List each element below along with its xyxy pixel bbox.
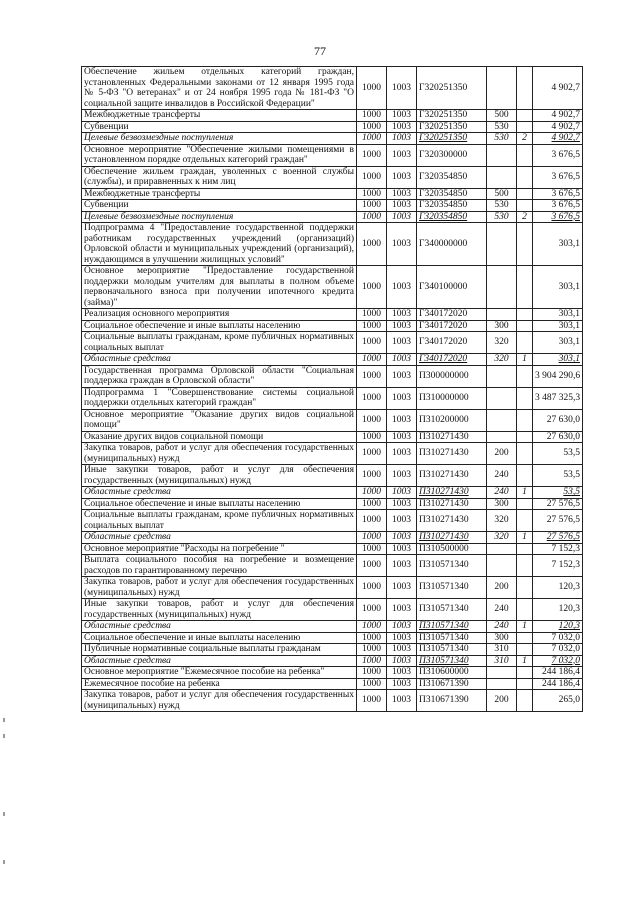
table-row [82,510,583,532]
row-name-cell: Основное мероприятие "Предоставление государственной поддержки молодым учителям для выплаты в полном объеме первоначального взноса при получении ипотечного кредита (займа)" [82,266,357,309]
row-name-cell: Публичные нормативные социальные выплаты гражданам [82,644,357,656]
row-name-cell: Межбюджетные трансферты [82,110,357,122]
row-name-cell: Социальные выплаты гражданам, кроме публичных нормативных социальных выплат [82,510,357,532]
row-name-cell: Социальное обеспечение и иные выплаты населению [82,320,357,332]
row-amount-cell: 27 576,5 [533,532,583,544]
row-expense-type-cell: 240 [487,621,517,633]
row-section-cell: 1000 [357,577,387,599]
row-amount-cell: 27 630,0 [533,431,583,443]
row-subsection-cell: 1003 [387,555,417,577]
row-target-code-cell: Г320354850 [417,188,487,200]
row-subsection-cell: 1003 [387,599,417,621]
row-expense-type-cell: 530 [487,133,517,145]
row-amount-cell: 27 576,5 [533,498,583,510]
table-row [82,555,583,577]
row-subsection-cell: 1003 [387,690,417,712]
table-row [82,332,583,354]
row-source-cell [517,223,533,266]
row-source-cell: 1 [517,655,533,667]
row-source-cell [517,510,533,532]
row-amount-cell: 4 902,7 [533,121,583,133]
row-section-cell: 1000 [357,223,387,266]
row-name-cell: Иные закупки товаров, работ и услуг для обеспечения государственных (муниципальных) нужд [82,599,357,621]
table-row [82,632,583,644]
table-row [82,200,583,212]
row-subsection-cell: 1003 [387,144,417,166]
table-row [82,599,583,621]
row-name-cell: Подпрограмма 1 "Совершенствование системы социальной поддержки отдельных категорий граждан" [82,387,357,409]
row-subsection-cell: 1003 [387,443,417,465]
row-target-code-cell: П310671390 [417,678,487,690]
row-section-cell: 1000 [357,266,387,309]
row-section-cell: 1000 [357,188,387,200]
row-name-cell: Областные средства [82,532,357,544]
row-section-cell: 1000 [357,166,387,188]
table-row [82,621,583,633]
row-target-code-cell: П310571340 [417,555,487,577]
row-target-code-cell: П310571340 [417,632,487,644]
margin-mark [3,734,5,738]
row-amount-cell: 303,1 [533,266,583,309]
row-source-cell: 2 [517,211,533,223]
row-expense-type-cell [487,166,517,188]
row-subsection-cell: 1003 [387,667,417,679]
page-number: 77 [314,44,326,58]
margin-mark [3,860,5,864]
row-expense-type-cell: 200 [487,690,517,712]
row-name-cell: Социальное обеспечение и иные выплаты населению [82,632,357,644]
row-name-cell: Социальные выплаты гражданам, кроме публичных нормативных социальных выплат [82,332,357,354]
row-target-code-cell: П310571340 [417,599,487,621]
row-source-cell [517,543,533,555]
row-name-cell: Государственная программа Орловской области "Социальная поддержка граждан в Орловской области" [82,365,357,387]
row-section-cell: 1000 [357,431,387,443]
row-amount-cell: 3 676,5 [533,144,583,166]
row-subsection-cell: 1003 [387,223,417,266]
row-section-cell: 1000 [357,133,387,145]
row-name-cell: Выплата социального пособия на погребение и возмещение расходов по гарантированному перечню [82,555,357,577]
row-expense-type-cell [487,409,517,431]
row-name-cell: Основное мероприятие "Оказание других видов социальной помощи" [82,409,357,431]
budget-table-body [82,67,583,712]
row-name-cell: Социальное обеспечение и иные выплаты населению [82,498,357,510]
row-section-cell: 1000 [357,498,387,510]
row-section-cell: 1000 [357,532,387,544]
row-source-cell [517,599,533,621]
row-source-cell [517,67,533,110]
row-section-cell: 1000 [357,655,387,667]
row-section-cell: 1000 [357,487,387,499]
row-expense-type-cell [487,387,517,409]
row-target-code-cell: Г320354850 [417,200,487,212]
row-subsection-cell: 1003 [387,320,417,332]
row-source-cell: 1 [517,354,533,366]
row-expense-type-cell: 500 [487,110,517,122]
table-row [82,223,583,266]
row-source-cell: 1 [517,621,533,633]
row-amount-cell: 3 676,5 [533,200,583,212]
row-expense-type-cell [487,555,517,577]
row-expense-type-cell: 240 [487,465,517,487]
row-target-code-cell: Г320300000 [417,144,487,166]
row-amount-cell: 3 676,5 [533,188,583,200]
row-section-cell: 1000 [357,555,387,577]
row-target-code-cell: Г340172020 [417,320,487,332]
row-section-cell: 1000 [357,632,387,644]
row-amount-cell: 303,1 [533,223,583,266]
row-source-cell [517,365,533,387]
row-expense-type-cell: 310 [487,644,517,656]
table-row [82,498,583,510]
row-source-cell [517,144,533,166]
row-source-cell [517,644,533,656]
row-section-cell: 1000 [357,354,387,366]
table-row [82,655,583,667]
row-amount-cell: 303,1 [533,332,583,354]
row-subsection-cell: 1003 [387,431,417,443]
table-row [82,211,583,223]
row-target-code-cell: Г320354850 [417,211,487,223]
row-amount-cell: 7 152,3 [533,543,583,555]
row-expense-type-cell [487,309,517,321]
table-row [82,67,583,110]
row-name-cell: Обеспечение жильем отдельных категорий граждан, установленных Федеральными законами от 12 января 1995 года № 5-ФЗ "О ветеранах" и от 24 ноября 1995 года № 181-ФЗ "О социальной защите инвалидов в Российской Федерации" [82,67,357,110]
row-target-code-cell: П310271430 [417,510,487,532]
row-subsection-cell: 1003 [387,487,417,499]
row-subsection-cell: 1003 [387,532,417,544]
row-section-cell: 1000 [357,309,387,321]
row-section-cell: 1000 [357,211,387,223]
row-subsection-cell: 1003 [387,110,417,122]
row-name-cell: Подпрограмма 4 "Предоставление государственной поддержки работникам государственных учреждений (организаций) Орловской области и муниципальных учреждений (организаций), нуждающимся в улучшении жилищных условий" [82,223,357,266]
table-row [82,532,583,544]
row-amount-cell: 27 576,5 [533,510,583,532]
row-amount-cell: 4 902,7 [533,67,583,110]
row-expense-type-cell: 530 [487,200,517,212]
row-expense-type-cell [487,144,517,166]
table-row [82,543,583,555]
table-row [82,133,583,145]
row-target-code-cell: П310500000 [417,543,487,555]
row-source-cell [517,121,533,133]
row-name-cell: Закупка товаров, работ и услуг для обеспечения государственных (муниципальных) нужд [82,577,357,599]
row-section-cell: 1000 [357,121,387,133]
row-section-cell: 1000 [357,443,387,465]
row-source-cell [517,431,533,443]
row-expense-type-cell: 530 [487,121,517,133]
row-amount-cell: 303,1 [533,320,583,332]
table-row [82,121,583,133]
row-subsection-cell: 1003 [387,644,417,656]
row-target-code-cell: П310571340 [417,621,487,633]
row-target-code-cell: Г340172020 [417,332,487,354]
row-section-cell: 1000 [357,543,387,555]
row-expense-type-cell: 320 [487,532,517,544]
row-subsection-cell: 1003 [387,465,417,487]
row-target-code-cell: П310000000 [417,387,487,409]
row-target-code-cell: Г320251350 [417,133,487,145]
row-source-cell [517,309,533,321]
row-section-cell: 1000 [357,67,387,110]
table-row [82,166,583,188]
row-subsection-cell: 1003 [387,387,417,409]
row-expense-type-cell: 240 [487,599,517,621]
row-subsection-cell: 1003 [387,365,417,387]
row-amount-cell: 3 676,5 [533,166,583,188]
row-name-cell: Основное мероприятие "Расходы на погребение " [82,543,357,555]
row-amount-cell: 3 904 290,6 [533,365,583,387]
row-target-code-cell: П310271430 [417,431,487,443]
row-target-code-cell: П310671390 [417,690,487,712]
row-name-cell: Субвенции [82,200,357,212]
row-target-code-cell: Г340172020 [417,309,487,321]
row-section-cell: 1000 [357,320,387,332]
row-amount-cell: 265,0 [533,690,583,712]
table-row [82,431,583,443]
row-amount-cell: 303,1 [533,354,583,366]
row-target-code-cell: П310200000 [417,409,487,431]
row-expense-type-cell [487,678,517,690]
row-expense-type-cell: 530 [487,211,517,223]
table-row [82,144,583,166]
row-source-cell: 1 [517,532,533,544]
row-source-cell [517,332,533,354]
row-source-cell [517,498,533,510]
row-subsection-cell: 1003 [387,577,417,599]
row-source-cell [517,465,533,487]
table-row [82,465,583,487]
row-expense-type-cell: 310 [487,655,517,667]
row-subsection-cell: 1003 [387,266,417,309]
row-source-cell [517,409,533,431]
row-expense-type-cell: 200 [487,577,517,599]
row-subsection-cell: 1003 [387,332,417,354]
row-section-cell: 1000 [357,510,387,532]
row-target-code-cell: Г320354850 [417,166,487,188]
row-section-cell: 1000 [357,678,387,690]
row-name-cell: Областные средства [82,487,357,499]
row-name-cell: Целевые безвозмездные поступления [82,211,357,223]
row-expense-type-cell: 300 [487,498,517,510]
row-source-cell [517,188,533,200]
row-name-cell: Областные средства [82,655,357,667]
row-subsection-cell: 1003 [387,166,417,188]
row-subsection-cell: 1003 [387,200,417,212]
table-row [82,487,583,499]
row-amount-cell: 120,3 [533,621,583,633]
row-subsection-cell: 1003 [387,188,417,200]
row-source-cell [517,678,533,690]
row-target-code-cell: Г320251350 [417,110,487,122]
row-name-cell: Целевые безвозмездные поступления [82,133,357,145]
table-row [82,365,583,387]
row-subsection-cell: 1003 [387,409,417,431]
row-name-cell: Закупка товаров, работ и услуг для обеспечения государственных (муниципальных) нужд [82,690,357,712]
row-amount-cell: 120,3 [533,577,583,599]
row-target-code-cell: П310271430 [417,487,487,499]
row-expense-type-cell: 300 [487,320,517,332]
row-section-cell: 1000 [357,387,387,409]
row-source-cell [517,443,533,465]
row-expense-type-cell [487,365,517,387]
row-subsection-cell: 1003 [387,309,417,321]
table-row [82,667,583,679]
row-section-cell: 1000 [357,465,387,487]
row-subsection-cell: 1003 [387,121,417,133]
row-subsection-cell: 1003 [387,498,417,510]
row-amount-cell: 7 152,3 [533,555,583,577]
row-expense-type-cell: 200 [487,443,517,465]
row-name-cell: Закупка товаров, работ и услуг для обеспечения государственных (муниципальных) нужд [82,443,357,465]
budget-table [81,66,583,712]
table-row [82,354,583,366]
row-source-cell [517,200,533,212]
row-subsection-cell: 1003 [387,67,417,110]
row-subsection-cell: 1003 [387,621,417,633]
row-section-cell: 1000 [357,667,387,679]
row-source-cell [517,577,533,599]
row-source-cell: 1 [517,487,533,499]
table-row [82,577,583,599]
row-target-code-cell: П310271430 [417,532,487,544]
table-row [82,188,583,200]
row-expense-type-cell [487,431,517,443]
row-name-cell: Оказание других видов социальной помощи [82,431,357,443]
row-amount-cell: 4 902,7 [533,133,583,145]
row-section-cell: 1000 [357,599,387,621]
row-source-cell [517,387,533,409]
row-amount-cell: 3 676,5 [533,211,583,223]
row-name-cell: Основное мероприятие "Обеспечение жилыми помещениями в установленном порядке отдельных категорий граждан" [82,144,357,166]
row-section-cell: 1000 [357,409,387,431]
row-source-cell [517,667,533,679]
row-target-code-cell: П310571340 [417,577,487,599]
row-source-cell [517,632,533,644]
row-subsection-cell: 1003 [387,632,417,644]
row-expense-type-cell: 320 [487,354,517,366]
table-row [82,678,583,690]
row-expense-type-cell: 300 [487,632,517,644]
row-target-code-cell: Г340100000 [417,266,487,309]
row-name-cell: Реализация основного мероприятия [82,309,357,321]
row-name-cell: Субвенции [82,121,357,133]
table-row [82,110,583,122]
row-expense-type-cell: 500 [487,188,517,200]
row-target-code-cell: Г320251350 [417,121,487,133]
table-row [82,320,583,332]
margin-mark [3,812,5,816]
row-expense-type-cell [487,223,517,266]
row-expense-type-cell [487,266,517,309]
row-amount-cell: 7 032,0 [533,632,583,644]
row-expense-type-cell [487,67,517,110]
row-amount-cell: 120,3 [533,599,583,621]
row-section-cell: 1000 [357,690,387,712]
row-target-code-cell: Г320251350 [417,67,487,110]
row-subsection-cell: 1003 [387,133,417,145]
row-source-cell [517,266,533,309]
row-amount-cell: 4 902,7 [533,110,583,122]
table-row [82,409,583,431]
row-target-code-cell: П300000000 [417,365,487,387]
row-subsection-cell: 1003 [387,211,417,223]
row-target-code-cell: Г340172020 [417,354,487,366]
row-amount-cell: 53,5 [533,443,583,465]
row-amount-cell: 244 186,4 [533,667,583,679]
row-section-cell: 1000 [357,110,387,122]
row-expense-type-cell: 320 [487,332,517,354]
row-source-cell [517,110,533,122]
row-name-cell: Ежемесячное пособие на ребенка [82,678,357,690]
row-source-cell [517,555,533,577]
row-section-cell: 1000 [357,365,387,387]
table-row [82,690,583,712]
row-amount-cell: 53,5 [533,465,583,487]
row-name-cell: Областные средства [82,354,357,366]
row-expense-type-cell: 320 [487,510,517,532]
row-target-code-cell: П310271430 [417,498,487,510]
row-amount-cell: 7 032,0 [533,644,583,656]
row-amount-cell: 27 630,0 [533,409,583,431]
row-section-cell: 1000 [357,144,387,166]
row-section-cell: 1000 [357,644,387,656]
row-target-code-cell: П310571340 [417,655,487,667]
table-row [82,266,583,309]
row-source-cell [517,320,533,332]
table-row [82,644,583,656]
row-target-code-cell: П310571340 [417,644,487,656]
row-source-cell: 2 [517,133,533,145]
row-expense-type-cell: 240 [487,487,517,499]
row-name-cell: Основное мероприятие "Ежемесячное пособие на ребенка" [82,667,357,679]
row-expense-type-cell [487,667,517,679]
row-section-cell: 1000 [357,200,387,212]
row-subsection-cell: 1003 [387,354,417,366]
row-expense-type-cell [487,543,517,555]
row-target-code-cell: Г340000000 [417,223,487,266]
margin-mark [3,718,5,722]
row-name-cell: Обеспечение жильем граждан, уволенных с военной службы (службы), и приравненных к ним лиц [82,166,357,188]
table-row [82,309,583,321]
row-name-cell: Областные средства [82,621,357,633]
row-source-cell [517,690,533,712]
row-target-code-cell: П310271430 [417,465,487,487]
row-source-cell [517,166,533,188]
row-name-cell: Межбюджетные трансферты [82,188,357,200]
row-amount-cell: 303,1 [533,309,583,321]
row-amount-cell: 7 032,0 [533,655,583,667]
row-subsection-cell: 1003 [387,655,417,667]
row-subsection-cell: 1003 [387,678,417,690]
table-row [82,443,583,465]
row-target-code-cell: П310600000 [417,667,487,679]
row-name-cell: Иные закупки товаров, работ и услуг для обеспечения государственных (муниципальных) нужд [82,465,357,487]
table-row [82,387,583,409]
row-section-cell: 1000 [357,621,387,633]
row-section-cell: 1000 [357,332,387,354]
row-target-code-cell: П310271430 [417,443,487,465]
row-amount-cell: 3 487 325,3 [533,387,583,409]
row-subsection-cell: 1003 [387,510,417,532]
row-subsection-cell: 1003 [387,543,417,555]
row-amount-cell: 244 186,4 [533,678,583,690]
row-amount-cell: 53,5 [533,487,583,499]
